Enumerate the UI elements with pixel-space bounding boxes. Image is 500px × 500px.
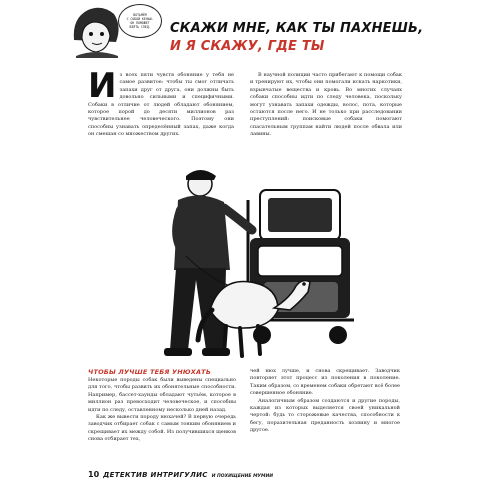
body-text-2: В научной полиции часто прибегают к помощи собак и тренируют их, чтобы они помогали искать наркотики, взрывчатые вещества и кровь. Во многих случаях собаки способны идти по следу человека, поскольку могут узнавать запахи одежды, волос, пота, которые остаются после него. И не только при расследовании преступлений: поисковые собаки помогают спасательным группам найти людей после обвала или лавины.: [250, 72, 402, 138]
footer-brand-sub: И ПОХИЩЕНИЕ МУМИИ: [211, 474, 274, 479]
title-line-2: И Я СКАЖУ, ГДЕ ТЫ: [170, 39, 325, 54]
section-subhead: ЧТОБЫ ЛУЧШЕ ТЕБЯ УНЮХАТЬ: [88, 368, 211, 376]
body-text-1: з всех пяти чувств обоняние у тебя не самое развитое: чтобы ты смог отличать запахи друг от друга, они должны быть довольно сильными и специфичными. Собаки в отличие от людей обладают обонянием, которое порой до десяти миллионов раз чувствительнее человеческого. Поэтому они способны узнавать определённый запах, даже когда он смешан со множеством других.: [88, 72, 234, 138]
page-number: 10: [88, 470, 100, 479]
body-text-3b: Как же вывести породу нюхачей? В первую очередь заводчик отбирает собак с самым тонким обонянием и скрещивает их между собой. Из получившихся щенков снова отбирает тех,: [88, 414, 236, 443]
body-column-3: [88, 377, 236, 444]
police-dog-luggage-illustration: [140, 160, 370, 365]
body-text-4a: чей нюх лучше, и снова скрещивает. Заводчик повторяет этот процесс из поколения в поколение. Таким образом, со временем собаки обретают всё более совершенное обоняние.: [250, 368, 401, 397]
body-text-3a: Некоторые породы собак были выведены специально для того, чтобы развить их обонятельные способности. Например, бассет-хаунды обладают чутьём, которое в миллион раз превосходит человеческое, и способны идти по следу, оставленному несколько дней назад.: [88, 377, 236, 413]
body-column-4: [250, 368, 400, 435]
footer-brand: ДЕТЕКТИВ ИНТРИГУЛИС: [103, 471, 208, 479]
title-line-1: СКАЖИ МНЕ, КАК ТЫ ПАХНЕШЬ,: [170, 21, 424, 36]
body-text-4b: Аналогичным образом создаются и другие породы, каждая из которых выделяется своей уникальной чертой: будь то сторожевые качества, способности к бегу, поразительная преданность хозяину и многое другое.: [250, 397, 400, 434]
page-footer: [88, 470, 388, 482]
body-column-2: [250, 72, 402, 139]
detective-avatar-illustration: [66, 0, 124, 60]
speech-bubble: ВОТЬМЁМ С СОБОЙ КЕНЬШ. ОН ПОМОЖЕТ ВЗЯТЬ СЛЕД.: [118, 4, 162, 38]
drop-cap: И: [88, 66, 117, 106]
page-title: [170, 20, 440, 56]
body-column-1: [88, 66, 234, 139]
